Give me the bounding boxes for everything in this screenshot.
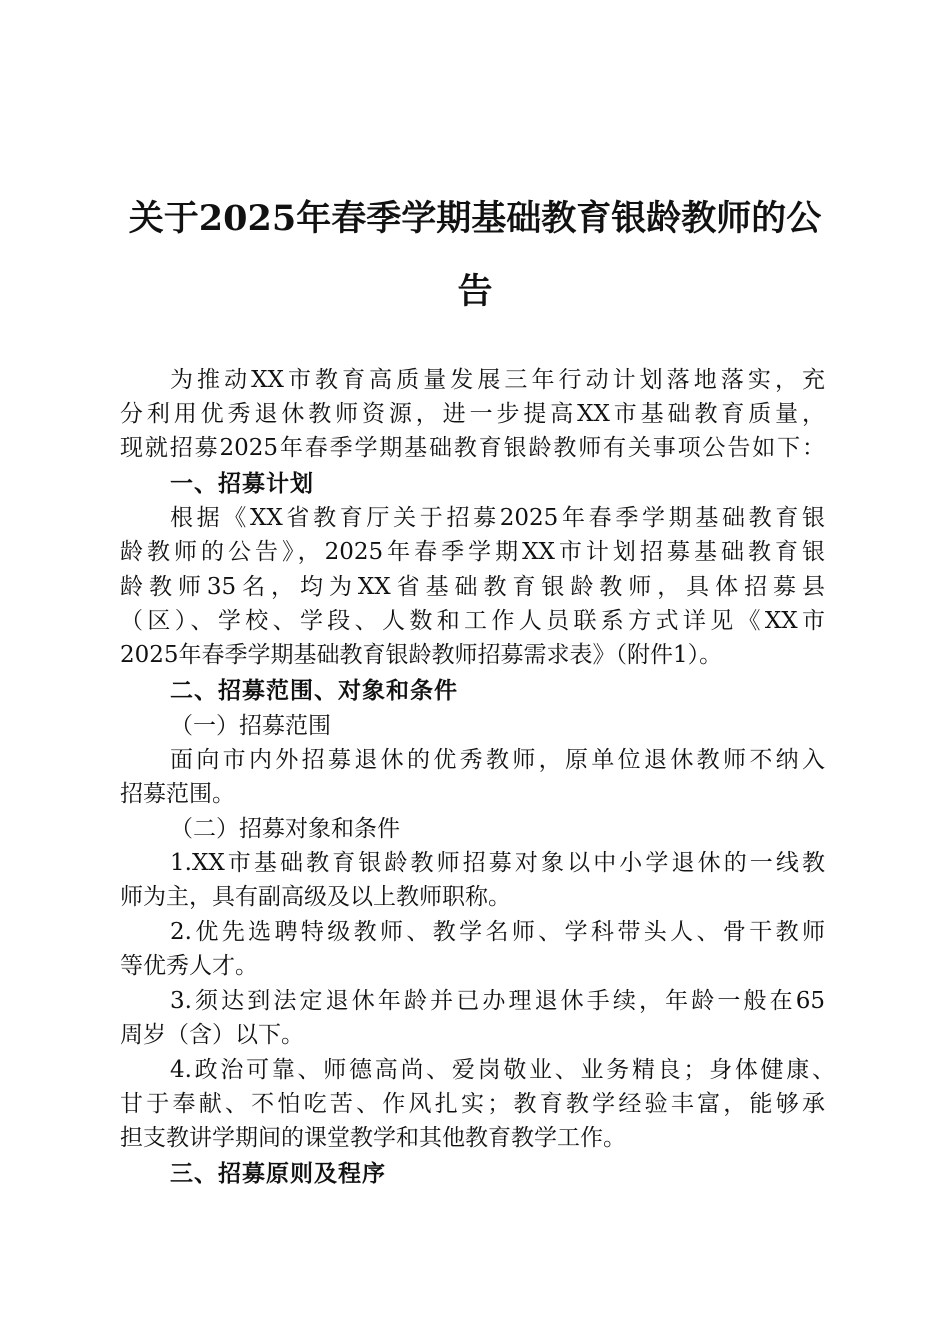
paragraph-line: 招募范围。: [120, 781, 235, 807]
paragraph-line: 为推动XX市教育高质量发展三年行动计划落地落实，充: [170, 367, 825, 393]
section-heading-2: 二、招募范围、对象和条件: [170, 677, 458, 704]
paragraph-line: 龄教师的公告》，2025年春季学期XX市计划招募基础教育银: [120, 539, 825, 565]
paragraph-line: 3.须达到法定退休年龄并已办理退休手续，年龄一般在65: [170, 988, 825, 1014]
paragraph-line: 4.政治可靠、师德高尚、爱岗敬业、业务精良；身体健康、: [170, 1057, 835, 1083]
paragraph-line: 2.优先选聘特级教师、教学名师、学科带头人、骨干教师: [170, 919, 825, 945]
paragraph-line: 师为主，具有副高级及以上教师职称。: [120, 884, 511, 910]
paragraph-line: 等优秀人才。: [120, 953, 258, 979]
paragraph-line: 担支教讲学期间的课堂教学和其他教育教学工作。: [120, 1125, 626, 1151]
paragraph-line: 甘于奉献、不怕吃苦、作风扎实；教育教学经验丰富，能够承: [120, 1091, 825, 1117]
section-heading-3: 三、招募原则及程序: [170, 1160, 386, 1187]
paragraph-line: 分利用优秀退休教师资源，进一步提高XX市基础教育质量，: [120, 401, 825, 427]
subsection-heading: （二）招募对象和条件: [170, 816, 400, 842]
paragraph-line: 周岁（含）以下。: [120, 1022, 304, 1048]
paragraph-line: 1.XX市基础教育银龄教师招募对象以中小学退休的一线教: [170, 850, 825, 876]
paragraph-line: 2025年春季学期基础教育银龄教师招募需求表》（附件1）。: [120, 642, 723, 668]
document-title-line-1: 关于2025年春季学期基础教育银龄教师的公: [128, 198, 822, 239]
document-title-line-2: 告: [457, 271, 493, 312]
paragraph-line: 龄教师35名，均为XX省基础教育银龄教师，具体招募县: [120, 574, 825, 600]
paragraph-line: （区）、学校、学段、人数和工作人员联系方式详见《XX市: [120, 608, 825, 634]
paragraph-line: 根据《XX省教育厅关于招募2025年春季学期基础教育银: [170, 505, 825, 531]
paragraph-line: 面向市内外招募退休的优秀教师，原单位退休教师不纳入: [170, 747, 825, 773]
section-heading-1: 一、招募计划: [170, 470, 314, 497]
paragraph-line: 现就招募2025年春季学期基础教育银龄教师有关事项公告如下：: [120, 435, 825, 461]
subsection-heading: （一）招募范围: [170, 713, 331, 739]
